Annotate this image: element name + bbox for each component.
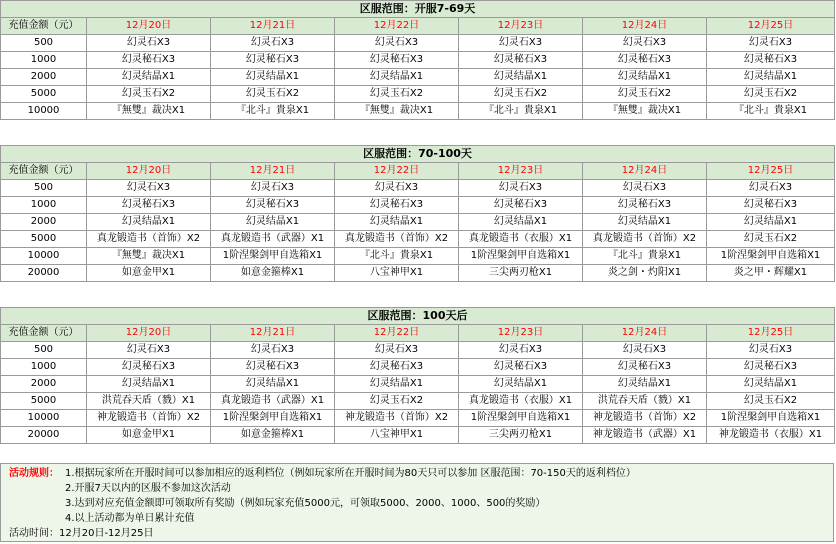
date-header: 12月23日 [459,18,583,35]
reward-table [0,0,835,120]
amount-column-header: 充值金额（元） [1,18,87,35]
reward-cell: 1阶涅槃剑甲自选箱X1 [707,410,835,427]
date-header: 12月24日 [583,18,707,35]
reward-cell: 洪荒吞天盾（戮）X1 [87,393,211,410]
table-row [1,231,835,248]
reward-cell: 真龙锻造书（衣服）X1 [459,231,583,248]
date-header: 12月22日 [335,163,459,180]
reward-cell: 幻灵秘石X3 [87,197,211,214]
recharge-amount: 10000 [1,103,87,120]
reward-cell: 幻灵结晶X1 [459,69,583,86]
reward-cell: 幻灵石X3 [87,342,211,359]
reward-cell: 幻灵秘石X3 [335,52,459,69]
recharge-amount: 500 [1,35,87,52]
section-title-row [1,146,835,163]
section-title: 区服范围：开服7-69天 [1,1,835,18]
reward-cell: 幻灵石X3 [335,35,459,52]
date-header: 12月20日 [87,325,211,342]
recharge-amount: 2000 [1,376,87,393]
reward-cell: 真龙锻造书（武器）X1 [211,231,335,248]
recharge-amount: 1000 [1,52,87,69]
section-title: 区服范围：100天后 [1,308,835,325]
reward-cell: 幻灵石X3 [583,342,707,359]
reward-cell: 神龙锻造书（首饰）X2 [335,410,459,427]
reward-cell: 幻灵玉石X2 [707,86,835,103]
reward-cell: 幻灵结晶X1 [707,69,835,86]
reward-cell: 幻灵秘石X3 [211,359,335,376]
reward-cell: 幻灵结晶X1 [335,376,459,393]
reward-cell: 幻灵结晶X1 [87,214,211,231]
recharge-amount: 20000 [1,427,87,444]
table-row [1,35,835,52]
date-header: 12月25日 [707,325,835,342]
reward-cell: 幻灵秘石X3 [707,359,835,376]
reward-cell: 幻灵秘石X3 [459,197,583,214]
reward-cell: 幻灵结晶X1 [459,214,583,231]
section-70-100-days [0,145,836,282]
reward-cell: 幻灵结晶X1 [459,376,583,393]
reward-cell: 如意金箍棒X1 [211,427,335,444]
table-row [1,393,835,410]
reward-cell: 『無雙』裁决X1 [335,103,459,120]
reward-cell: 幻灵石X3 [87,35,211,52]
table-row [1,248,835,265]
section-title: 区服范围：70-100天 [1,146,835,163]
rule-line-4: 4.以上活动都为单日累计充值 [65,513,195,524]
reward-cell: 幻灵秘石X3 [583,359,707,376]
reward-cell: 幻灵秘石X3 [335,359,459,376]
reward-cell: 幻灵结晶X1 [707,214,835,231]
reward-cell: 真龙锻造书（武器）X1 [211,393,335,410]
date-header: 12月21日 [211,163,335,180]
rule-line-3: 3.达到对应充值金额即可领取所有奖励（例如玩家充值5000元，可领取5000、2000、1000、500的奖励） [65,498,546,509]
reward-cell: 幻灵结晶X1 [335,214,459,231]
reward-cell: 1阶涅槃剑甲自选箱X1 [459,248,583,265]
reward-cell: 幻灵秘石X3 [583,52,707,69]
reward-cell: 幻灵结晶X1 [87,376,211,393]
reward-cell: 『北斗』貴泉X1 [707,103,835,120]
reward-cell: 幻灵秘石X3 [211,52,335,69]
reward-cell: 幻灵石X3 [87,180,211,197]
reward-cell: 三尖两刃枪X1 [459,265,583,282]
reward-cell: 幻灵玉石X2 [87,86,211,103]
reward-cell: 『北斗』貴泉X1 [211,103,335,120]
table-row [1,359,835,376]
reward-cell: 『無雙』裁决X1 [87,103,211,120]
reward-cell: 『北斗』貴泉X1 [583,248,707,265]
header-row [1,18,835,35]
header-row [1,163,835,180]
reward-cell: 幻灵石X3 [707,180,835,197]
reward-cell: 幻灵秘石X3 [87,52,211,69]
recharge-amount: 10000 [1,248,87,265]
reward-cell: 神龙锻造书（武器）X1 [583,427,707,444]
reward-cell: 『北斗』貴泉X1 [459,103,583,120]
reward-cell: 幻灵结晶X1 [583,69,707,86]
reward-cell: 炎之甲・辉耀X1 [707,265,835,282]
date-header: 12月23日 [459,325,583,342]
reward-cell: 幻灵玉石X2 [707,393,835,410]
reward-cell: 幻灵石X3 [335,180,459,197]
reward-cell: 幻灵结晶X1 [707,376,835,393]
date-header: 12月20日 [87,163,211,180]
reward-cell: 幻灵秘石X3 [707,197,835,214]
reward-cell: 幻灵石X3 [459,342,583,359]
reward-cell: 幻灵石X3 [583,180,707,197]
reward-table [0,307,835,444]
reward-cell: 幻灵结晶X1 [211,69,335,86]
table-row [1,69,835,86]
reward-cell: 如意金箍棒X1 [211,265,335,282]
reward-cell: 幻灵石X3 [211,342,335,359]
date-header: 12月22日 [335,325,459,342]
reward-cell: 神龙锻造书（衣服）X1 [707,427,835,444]
reward-cell: 幻灵石X3 [707,35,835,52]
reward-cell: 幻灵结晶X1 [211,376,335,393]
reward-cell: 幻灵石X3 [707,342,835,359]
table-row [1,427,835,444]
date-header: 12月20日 [87,18,211,35]
reward-cell: 幻灵秘石X3 [87,359,211,376]
reward-cell: 幻灵秘石X3 [211,197,335,214]
table-row [1,265,835,282]
section-title-row [1,308,835,325]
reward-cell: 幻灵玉石X2 [459,86,583,103]
reward-cell: 幻灵结晶X1 [211,214,335,231]
reward-cell: 幻灵秘石X3 [459,359,583,376]
date-header: 12月24日 [583,325,707,342]
reward-cell: 神龙锻造书（首饰）X2 [87,410,211,427]
date-header: 12月21日 [211,18,335,35]
date-header: 12月25日 [707,163,835,180]
section-title-row [1,1,835,18]
reward-cell: 幻灵结晶X1 [583,214,707,231]
reward-cell: 幻灵结晶X1 [335,69,459,86]
reward-cell: 1阶涅槃剑甲自选箱X1 [211,248,335,265]
date-header: 12月23日 [459,163,583,180]
section-after-100-days [0,307,836,444]
reward-cell: 幻灵石X3 [583,35,707,52]
recharge-amount: 500 [1,180,87,197]
reward-cell: 幻灵玉石X2 [211,86,335,103]
reward-cell: 幻灵玉石X2 [583,86,707,103]
reward-cell: 幻灵结晶X1 [583,376,707,393]
reward-cell: 幻灵石X3 [211,180,335,197]
reward-cell: 真龙锻造书（衣服）X1 [459,393,583,410]
reward-cell: 幻灵玉石X2 [335,393,459,410]
reward-cell: 神龙锻造书（首饰）X2 [583,410,707,427]
recharge-amount: 2000 [1,69,87,86]
amount-column-header: 充值金额（元） [1,163,87,180]
reward-cell: 幻灵石X3 [459,180,583,197]
reward-cell: 幻灵秘石X3 [707,52,835,69]
reward-cell: 『無雙』裁决X1 [87,248,211,265]
section-open-7-69-days [0,0,836,120]
table-row [1,342,835,359]
reward-cell: 如意金甲X1 [87,265,211,282]
recharge-amount: 500 [1,342,87,359]
reward-cell: 炎之剑・灼阳X1 [583,265,707,282]
recharge-amount: 5000 [1,86,87,103]
reward-table [0,145,835,282]
date-header: 12月22日 [335,18,459,35]
reward-cell: 八宝神甲X1 [335,427,459,444]
date-header: 12月24日 [583,163,707,180]
reward-cell: 真龙锻造书（首饰）X2 [583,231,707,248]
table-row [1,86,835,103]
date-header: 12月25日 [707,18,835,35]
reward-cell: 八宝神甲X1 [335,265,459,282]
recharge-amount: 1000 [1,197,87,214]
reward-cell: 1阶涅槃剑甲自选箱X1 [707,248,835,265]
reward-cell: 幻灵石X3 [459,35,583,52]
reward-cell: 真龙锻造书（首饰）X2 [87,231,211,248]
rules-label-red: 活动规则： [9,468,59,479]
reward-cell: 幻灵结晶X1 [87,69,211,86]
reward-cell: 『無雙』裁决X1 [583,103,707,120]
date-header: 12月21日 [211,325,335,342]
reward-cell: 『北斗』貴泉X1 [335,248,459,265]
reward-cell: 真龙锻造书（首饰）X2 [335,231,459,248]
table-row [1,103,835,120]
rule-line-2: 2.开服7天以内的区服不参加这次活动 [65,483,231,494]
recharge-amount: 10000 [1,410,87,427]
reward-cell: 幻灵玉石X2 [707,231,835,248]
reward-cell: 三尖两刃枪X1 [459,427,583,444]
header-row [1,325,835,342]
reward-cell: 洪荒吞天盾（戮）X1 [583,393,707,410]
recharge-amount: 20000 [1,265,87,282]
reward-cell: 幻灵秘石X3 [583,197,707,214]
reward-cell: 1阶涅槃剑甲自选箱X1 [459,410,583,427]
recharge-amount: 5000 [1,393,87,410]
table-row [1,197,835,214]
table-row [1,410,835,427]
table-row [1,180,835,197]
reward-cell: 幻灵石X3 [335,342,459,359]
reward-cell: 幻灵秘石X3 [459,52,583,69]
reward-cell: 如意金甲X1 [87,427,211,444]
table-row [1,52,835,69]
table-row [1,214,835,231]
activity-time: 活动时间：12月20日-12月25日 [9,528,154,539]
table-row [1,376,835,393]
recharge-amount: 1000 [1,359,87,376]
rule-line-1: 1.根据玩家所在开服时间可以参加相应的返利档位（例如玩家所在开服时间为80天只可以参加 区服范围：70-150天的返利档位） [65,468,636,479]
reward-cell: 幻灵秘石X3 [335,197,459,214]
amount-column-header: 充值金额（元） [1,325,87,342]
reward-cell: 幻灵石X3 [211,35,335,52]
recharge-amount: 5000 [1,231,87,248]
recharge-amount: 2000 [1,214,87,231]
activity-rules-box [0,463,834,542]
reward-cell: 幻灵玉石X2 [335,86,459,103]
reward-cell: 1阶涅槃剑甲自选箱X1 [211,410,335,427]
